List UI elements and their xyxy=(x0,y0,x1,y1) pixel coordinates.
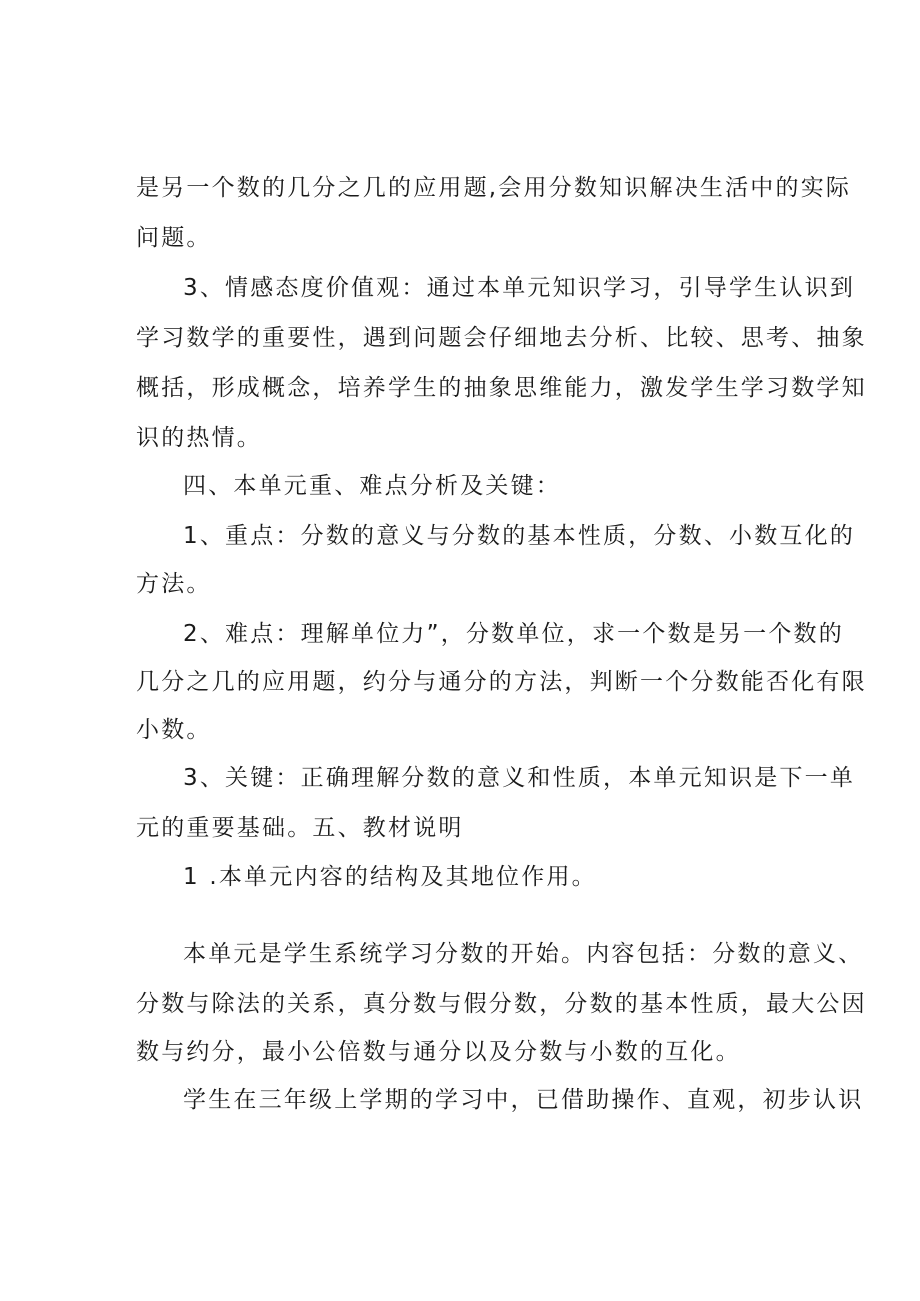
body-line-11: 几分之几的应用题，约分与通分的方法，判断一个分数能否化有限 xyxy=(136,669,867,695)
body-line-1: 是另一个数的几分之几的应用题,会用分数知识解决生活中的实际 xyxy=(136,175,852,201)
body-line-2: 问题。 xyxy=(136,225,212,251)
body-line-17: 分数与除法的关系，真分数与假分数，分数的基本性质，最大公因 xyxy=(136,991,867,1017)
body-line-13: 3、关键：正确理解分数的意义和性质，本单元知识是下一单 xyxy=(183,765,856,791)
body-line-6: 识的热情。 xyxy=(136,425,262,451)
body-line-3: 3、情感态度价值观：通过本单元知识学习，引导学生认识到 xyxy=(183,275,856,301)
body-line-14: 元的重要基础。五、教材说明 xyxy=(136,815,464,841)
body-line-5: 概括，形成概念，培养学生的抽象思维能力，激发学生学习数学知 xyxy=(136,375,867,401)
body-line-15: 1 .本单元内容的结构及其地位作用。 xyxy=(183,864,597,890)
section-heading-4: 四、本单元重、难点分析及关键： xyxy=(183,473,561,499)
body-line-16: 本单元是学生系统学习分数的开始。内容包括：分数的意义、 xyxy=(183,941,864,967)
body-line-18: 数与约分，最小公倍数与通分以及分数与小数的互化。 xyxy=(136,1039,741,1065)
body-line-8: 1、重点：分数的意义与分数的基本性质，分数、小数互化的 xyxy=(183,523,856,549)
body-line-19: 学生在三年级上学期的学习中，已借助操作、直观，初步认识 xyxy=(183,1087,864,1113)
body-line-10: 2、难点：理解单位力”，分数单位，求一个数是另一个数的 xyxy=(183,621,844,647)
body-line-9: 方法。 xyxy=(136,571,212,597)
body-line-4: 学习数学的重要性，遇到问题会仔细地去分析、比较、思考、抽象 xyxy=(136,325,867,351)
body-line-12: 小数。 xyxy=(136,717,212,743)
